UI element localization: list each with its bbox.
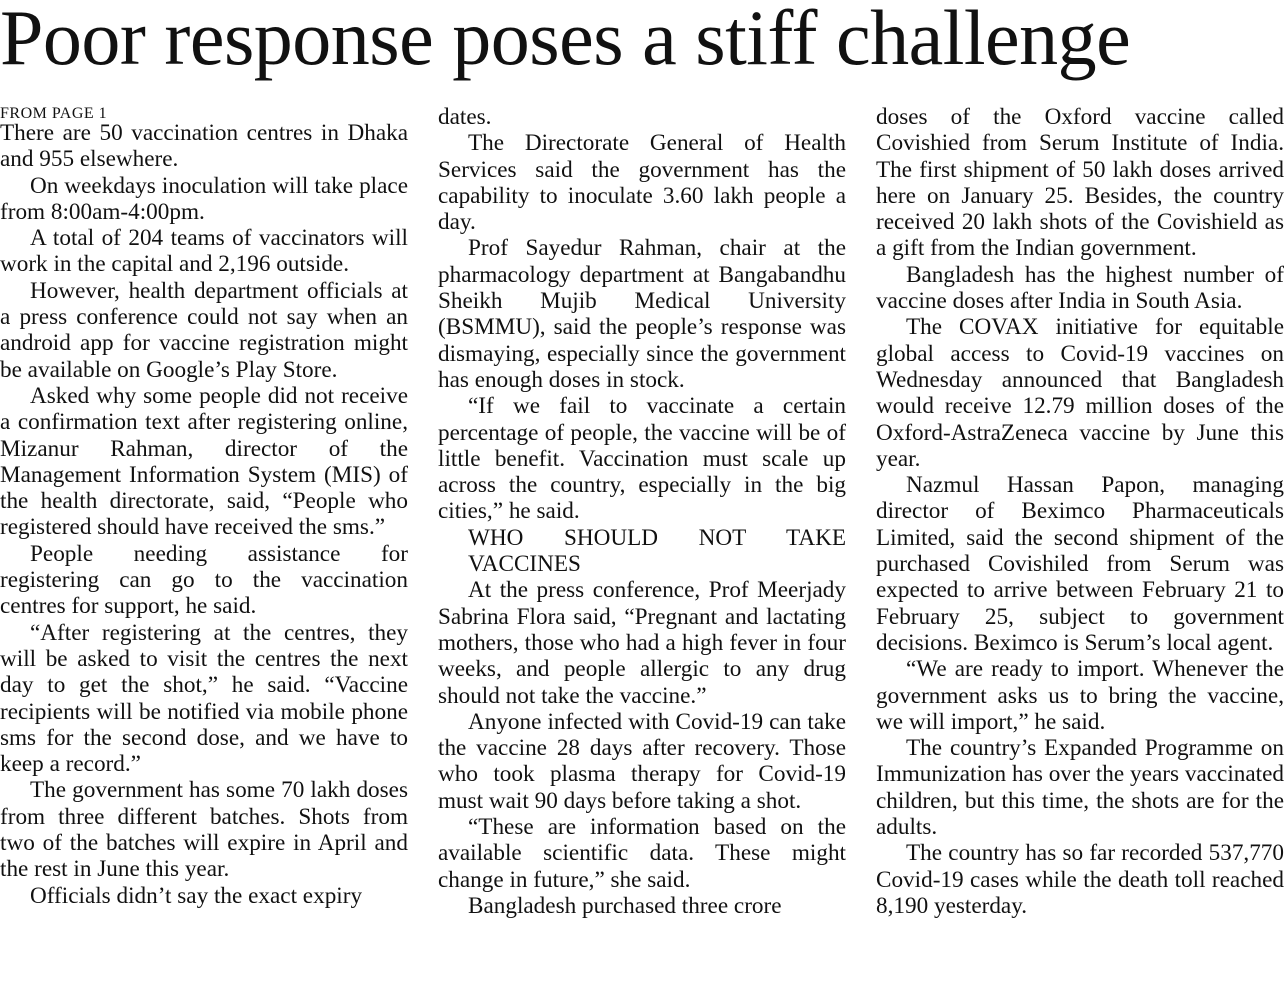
paragraph: “If we fail to vaccinate a certain percentage of people, the vaccine will be of little benefit. Vaccination must scale up across the country, especially in the big cities,” he said. <box>438 393 846 525</box>
paragraph: The country’s Expanded Programme on Immunization has over the years vaccinated children, but this time, the shots are for the adults. <box>876 735 1284 841</box>
paragraph: People needing assistance for registering can go to the vaccination centres for support, he said. <box>0 540 408 620</box>
paragraph: “We are ready to import. Whenever the government asks us to bring the vaccine, we will import,” he said. <box>876 656 1284 735</box>
paragraph: There are 50 vaccination centres in Dhaka and 955 elsewhere. <box>0 120 408 173</box>
article-body <box>0 104 1286 1008</box>
paragraph: The COVAX initiative for equitable global access to Covid-19 vaccines on Wednesday announced that Bangladesh would receive 12.79 million doses of the Oxford-AstraZeneca vaccine by June this year. <box>876 314 1284 472</box>
column-2 <box>438 104 846 919</box>
paragraph: The government has some 70 lakh doses from three different batches. Shots from two of the batches will expire in April and the rest in June this year. <box>0 777 408 883</box>
jump-label: FROM PAGE 1 <box>0 105 108 122</box>
headline: Poor response poses a stiff challenge <box>0 0 1131 81</box>
column-1 <box>0 104 408 909</box>
paragraph: Bangladesh has the highest number of vaccine doses after India in South Asia. <box>876 261 1284 315</box>
paragraph: “These are information based on the available scientific data. These might change in future,” she said. <box>438 814 846 893</box>
paragraph: At the press conference, Prof Meerjady Sabrina Flora said, “Pregnant and lactating mothers, those who had a high fever in four weeks, and people allergic to any drug should not take the vaccine.” <box>438 577 846 709</box>
paragraph: dates. <box>438 104 492 130</box>
column-3 <box>876 104 1284 919</box>
subhead: VACCINES <box>468 551 581 578</box>
subhead: WHO SHOULD NOT TAKE <box>468 524 846 551</box>
paragraph: A total of 204 teams of vaccinators will work in the capital and 2,196 outside. <box>0 225 408 278</box>
paragraph: “After registering at the centres, they will be asked to visit the centres the next day to get the shot,” he said. “Vaccine recipients will be notified via mobile phone sms for the second dose, and we have to keep a record.” <box>0 619 408 778</box>
paragraph: The Directorate General of Health Services said the government has the capability to inoculate 3.60 lakh people a day. <box>438 130 846 236</box>
paragraph: Nazmul Hassan Papon, managing director of Beximco Pharmaceuticals Limited, said the second shipment of the purchased Covishiled from Serum was expected to arrive between February 21 to February 25, subject to government decisions. Beximco is Serum’s local agent. <box>876 472 1284 656</box>
paragraph: Officials didn’t say the exact expiry <box>30 882 363 909</box>
paragraph: Anyone infected with Covid-19 can take the vaccine 28 days after recovery. Those who took plasma therapy for Covid-19 must wait 90 days before taking a shot. <box>438 708 846 814</box>
paragraph: However, health department officials at a press conference could not say when an android app for vaccine registration might be available on Google’s Play Store. <box>0 277 408 383</box>
paragraph: doses of the Oxford vaccine called Covishied from Serum Institute of India. The first shipment of 50 lakh doses arrived here on January 25. Besides, the country received 20 lakh shots of the Covishield as a gift from the Indian government. <box>876 104 1284 262</box>
paragraph: Bangladesh purchased three crore <box>468 892 782 919</box>
paragraph: On weekdays inoculation will take place from 8:00am-4:00pm. <box>0 172 408 225</box>
paragraph: Asked why some people did not receive a confirmation text after registering online, Mizanur Rahman, director of the Management Information System (MIS) of the health directorate, said, “People who registered should have received the sms.” <box>0 382 408 541</box>
paragraph: Prof Sayedur Rahman, chair at the pharmacology department at Bangabandhu Sheikh Mujib Medical University (BSMMU), said the people’s response was dismaying, especially since the government has enough doses in stock. <box>438 235 846 393</box>
paragraph: The country has so far recorded 537,770 Covid-19 cases while the death toll reached 8,190 yesterday. <box>876 840 1284 919</box>
